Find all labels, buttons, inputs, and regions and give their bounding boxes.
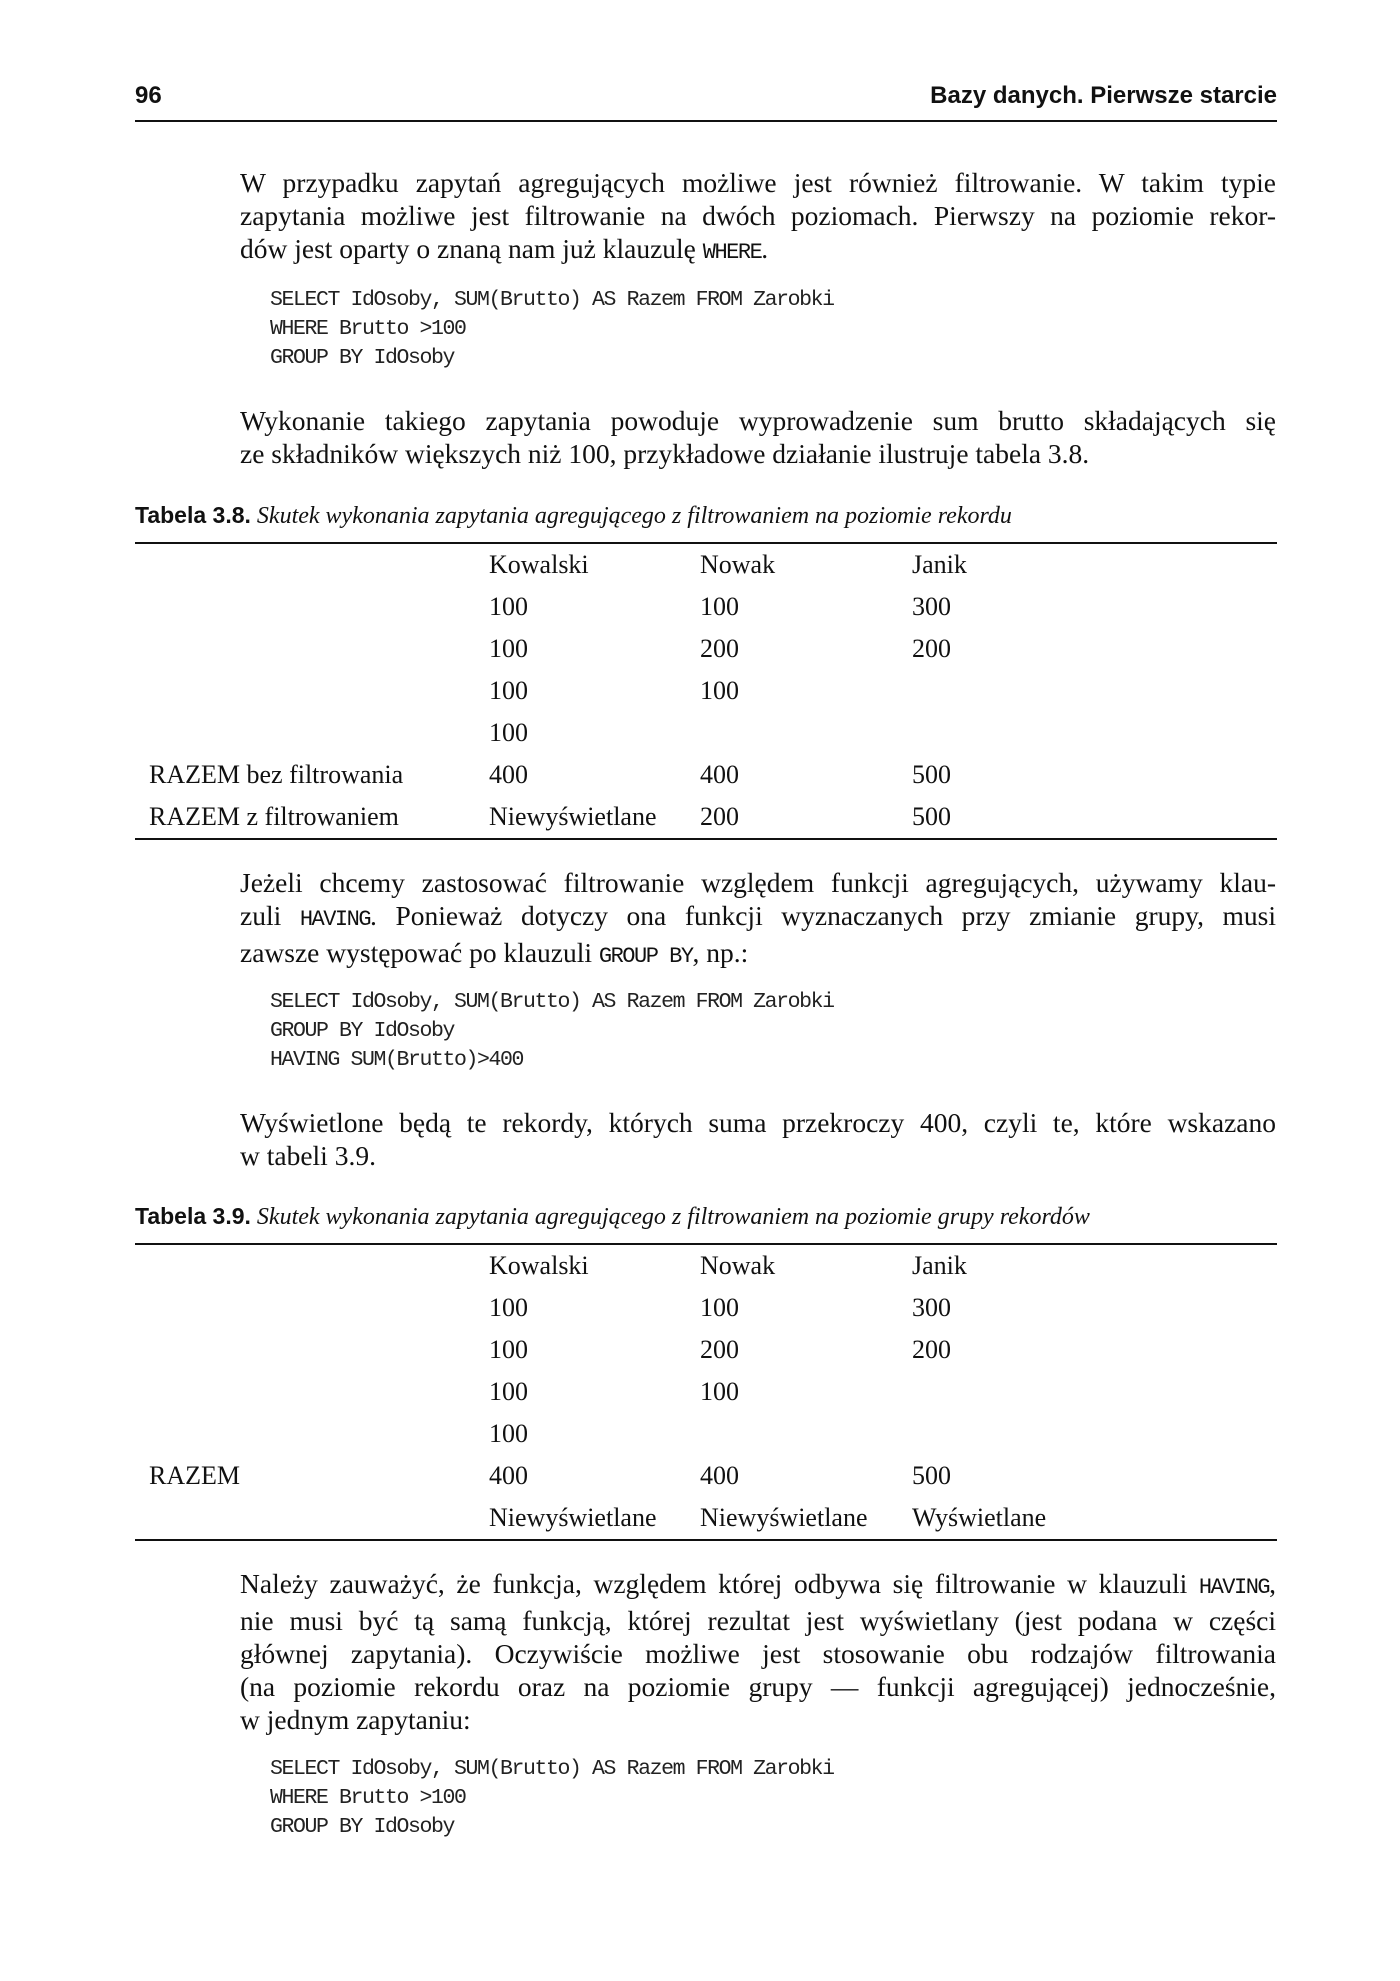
table-row: 100 100 xyxy=(489,1377,739,1406)
column-header: Janik xyxy=(912,550,967,579)
code-line: SELECT IdOsoby, SUM(Brutto) AS Razem FROM Zarobki xyxy=(270,288,834,312)
text-line: w tabeli 3.9. xyxy=(240,1140,376,1171)
code-block-2 xyxy=(270,988,834,1075)
code-line: SELECT IdOsoby, SUM(Brutto) AS Razem FROM Zarobki xyxy=(270,1757,834,1781)
code-block-3 xyxy=(270,1755,834,1842)
table-row: 100 200 200 xyxy=(489,634,951,663)
table-row: RAZEM z filtrowaniem Niewyświetlane 200 500 xyxy=(149,802,951,831)
table-row: 100 100 300 xyxy=(489,592,951,621)
text-line: (na poziomie rekordu oraz na poziomie grupy — funkcji agregującej) jednocześnie, xyxy=(240,1671,1276,1702)
text-line: Jeżeli chcemy zastosować filtrowanie względem funkcji agregujących, używamy klau- xyxy=(240,867,1276,898)
paragraph-displayed xyxy=(240,1106,1276,1172)
paragraph-combined xyxy=(240,1567,1276,1736)
text-line: dów jest oparty o znaną nam już klauzulę WHERE. xyxy=(240,233,769,265)
text-line: nie musi być tą samą funkcją, której rezultat jest wyświetlany (jest podana w części xyxy=(240,1605,1276,1636)
text-line: Należy zauważyć, że funkcja, względem której odbywa się filtrowanie w klauzuli HAVING, xyxy=(240,1568,1276,1600)
table-caption-3-8: Tabela 3.8. Skutek wykonania zapytania agregującego z filtrowaniem na poziomie rekordu xyxy=(135,502,1012,529)
text-line: Wykonanie takiego zapytania powoduje wyprowadzenie sum brutto składających się xyxy=(240,405,1276,436)
table-row: RAZEM bez filtrowania 400 400 500 xyxy=(149,760,951,789)
paragraph-intro xyxy=(240,166,1276,269)
table-row: 100 xyxy=(489,1419,528,1448)
column-header: Kowalski xyxy=(489,550,589,579)
running-header xyxy=(135,82,1277,122)
table-row: 100 100 300 xyxy=(489,1293,951,1322)
text-line: głównej zapytania). Oczywiście możliwe jest stosowanie obu rodzajów filtrowania xyxy=(240,1638,1276,1669)
inline-code: GROUP BY xyxy=(598,944,693,969)
text-line: W przypadku zapytań agregujących możliwe jest również filtrowanie. W takim typie xyxy=(240,167,1276,198)
code-line: WHERE Brutto >100 xyxy=(270,317,466,341)
table-row: 100 200 200 xyxy=(489,1335,951,1364)
table-3-8 xyxy=(135,542,1277,840)
text-line: zawsze występować po klauzuli GROUP BY, np.: xyxy=(240,937,749,969)
table-row: RAZEM 400 400 500 xyxy=(149,1461,951,1490)
column-header: Janik xyxy=(912,1251,967,1280)
code-line: GROUP BY IdOsoby xyxy=(270,1019,455,1043)
code-line: WHERE Brutto >100 xyxy=(270,1786,466,1810)
table-3-9 xyxy=(135,1243,1277,1541)
text-line: ze składników większych niż 100, przykładowe działanie ilustruje tabela 3.8. xyxy=(240,438,1090,469)
table-header-row xyxy=(135,544,1277,586)
column-header: Nowak xyxy=(700,1251,776,1280)
text-line: zuli HAVING. Ponieważ dotyczy ona funkcji wyznaczanych przy zmianie grupy, musi xyxy=(240,900,1276,932)
column-header: Nowak xyxy=(700,550,776,579)
text-line: Wyświetlone będą te rekordy, których suma przekroczy 400, czyli te, które wskazano xyxy=(240,1107,1276,1138)
code-block-1 xyxy=(270,286,834,373)
column-header: Kowalski xyxy=(489,1251,589,1280)
code-line: SELECT IdOsoby, SUM(Brutto) AS Razem FROM Zarobki xyxy=(270,990,834,1014)
inline-code: HAVING xyxy=(299,907,371,932)
table-row: 100 xyxy=(489,718,528,747)
code-line: GROUP BY IdOsoby xyxy=(270,1815,455,1839)
paragraph-having xyxy=(240,866,1276,973)
table-row: 100 100 xyxy=(489,676,739,705)
table-caption-3-9: Tabela 3.9. Skutek wykonania zapytania agregującego z filtrowaniem na poziomie grupy rekordów xyxy=(135,1203,1090,1230)
code-line: HAVING SUM(Brutto)>400 xyxy=(270,1048,524,1072)
table-header-row xyxy=(135,1245,1277,1287)
inline-code: WHERE xyxy=(702,240,762,265)
text-line: w jednym zapytaniu: xyxy=(240,1704,471,1735)
running-title: Bazy danych. Pierwsze starcie xyxy=(930,82,1277,109)
table-row: Niewyświetlane Niewyświetlane Wyświetlane xyxy=(489,1503,1047,1532)
page-number: 96 xyxy=(135,82,162,109)
paragraph-result xyxy=(240,404,1276,470)
code-line: GROUP BY IdOsoby xyxy=(270,346,455,370)
text-line: zapytania możliwe jest filtrowanie na dwóch poziomach. Pierwszy na poziomie rekor- xyxy=(240,200,1276,231)
inline-code: HAVING xyxy=(1198,1575,1270,1600)
